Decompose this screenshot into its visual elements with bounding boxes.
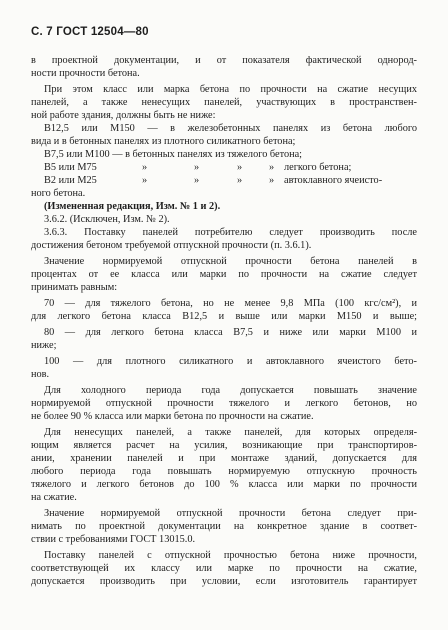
text-line: Значение нормируемой отпускной прочности бетона панелей в — [44, 256, 417, 267]
text-line: в проектной документации, и от показателя фактической однород- — [31, 55, 417, 66]
text-line: допускается производить при условии, если изготовитель гарантирует — [31, 576, 417, 587]
text-line: В7,5 или М100 — в бетонных панелях из тяжелого бетона; — [44, 149, 303, 160]
text-line: нимать по проектной документации на конкретное здание в соответ- — [31, 521, 417, 532]
text-line: для легкого бетона класса В12,5 и выше или марки М150 и выше; — [31, 311, 417, 322]
text-line: При этом класс или марка бетона по прочности на сжатие несущих — [44, 84, 417, 95]
text-line: Значение нормируемой отпускной прочности бетона следует при- — [44, 508, 417, 519]
text-line: нов. — [31, 369, 50, 380]
text-line: В12,5 или М150 — в железобетонных панелях из бетона любого — [44, 123, 417, 134]
text-line: 70 — для тяжелого бетона, но не менее 9,8 МПа (100 кгс/см²), и — [44, 298, 417, 309]
ditto-mark: » — [142, 175, 148, 186]
text-line: ании, хранении панелей и при монтаже зданий, допускается для — [31, 453, 417, 464]
text-line: ниже; — [31, 340, 57, 351]
text-line: ствии с требованиями ГОСТ 13015.0. — [31, 534, 196, 545]
text-line: соответствующей их классу или марке по прочности на сжатие, — [31, 563, 417, 574]
ditto-mark: » — [237, 162, 243, 173]
table-row — [31, 174, 417, 187]
text-line: ного бетона. — [31, 188, 86, 199]
ditto-mark: » — [269, 162, 275, 173]
text-line: принимать равным: — [31, 282, 118, 293]
ditto-mark: » — [237, 175, 243, 186]
table-row — [31, 161, 417, 174]
concrete-type-cell: легкого бетона; — [284, 162, 352, 173]
text-line: не более 90 % класса или марки бетона по прочности на сжатие. — [31, 411, 314, 422]
ditto-mark: » — [194, 162, 200, 173]
ditto-mark: » — [194, 175, 200, 186]
text-line: 80 — для легкого бетона класса В7,5 и ниже или марки М100 и — [44, 327, 417, 338]
page-header: С. 7 ГОСТ 12504—80 — [31, 26, 149, 38]
text-line: 100 — для плотного силикатного и автоклавного ячеистого бето- — [44, 356, 417, 367]
text-line: Поставку панелей с отпускной прочностью бетона ниже прочности, — [44, 550, 417, 561]
text-line: достижения бетоном требуемой отпускной прочности (п. 3.6.1). — [31, 240, 312, 251]
text-line: тяжелого и легкого бетонов до 100 % класса или марки по прочности — [31, 479, 417, 490]
text-line: вида и в бетонных панелях из плотного силикатного бетона; — [31, 136, 296, 147]
text-line: Для ненесущих панелей, а также панелей, для которых определя- — [44, 427, 417, 438]
text-line: на сжатие. — [31, 492, 77, 503]
text-line: любого периода года повышать нормируемую отпускную прочность — [31, 466, 417, 477]
text-line: процентах от ее класса или марки по прочности на сжатие следует — [31, 269, 417, 280]
ditto-mark: » — [142, 162, 148, 173]
text-line: Для холодного периода года допускается повышать значение — [44, 385, 417, 396]
ditto-mark: » — [269, 175, 275, 186]
text-line: 3.6.3. Поставку панелей потребителю следует производить после — [44, 227, 417, 238]
grade-cell: В2 или М25 — [44, 175, 97, 186]
concrete-type-cell: автоклавного ячеисто- — [284, 175, 383, 186]
text-line: панелей, а также ненесущих панелей, участвующих в пространствен- — [31, 97, 417, 108]
text-line: 3.6.2. (Исключен, Изм. № 2). — [44, 214, 170, 225]
text-line: ющим является расчет на усилия, возникающие при транспортиров- — [31, 440, 417, 451]
text-line: ности прочности бетона. — [31, 68, 140, 79]
text-line: ной работе здания, должны быть не ниже: — [31, 110, 216, 121]
amendment-note: (Измененная редакция, Изм. № 1 и 2). — [44, 201, 221, 212]
text-line: нормируемой отпускной прочности тяжелого и легкого бетонов, но — [31, 398, 417, 409]
grade-cell: В5 или М75 — [44, 162, 97, 173]
